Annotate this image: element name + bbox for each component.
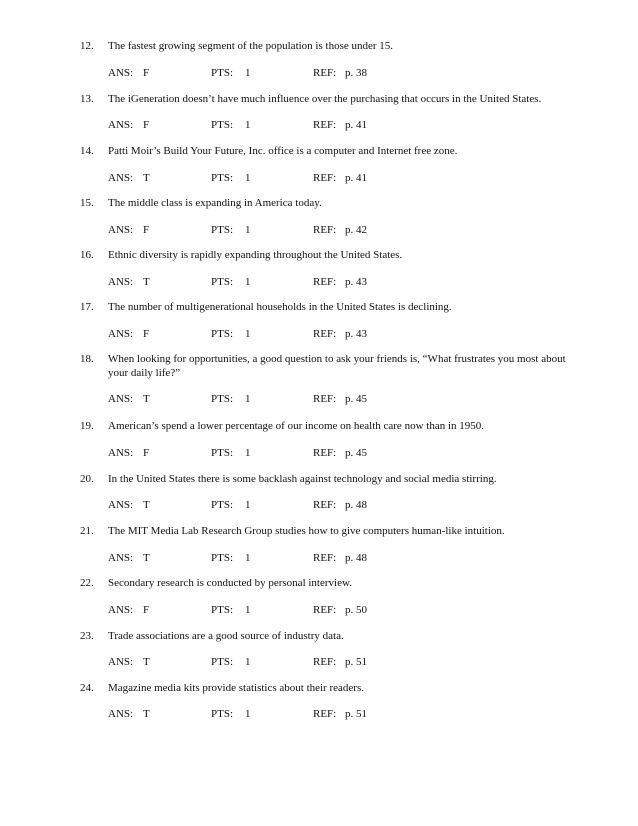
ans-label: ANS: (108, 328, 134, 340)
ref-label: REF: (313, 119, 337, 131)
ans-label: ANS: (108, 119, 134, 131)
ref-label: REF: (313, 172, 337, 184)
ans-label: ANS: (108, 552, 134, 564)
ans-value: T (143, 172, 150, 184)
question-number: 19. (80, 420, 94, 432)
pts-label: PTS: (211, 499, 234, 511)
question-number: 16. (80, 249, 94, 261)
answer-row-18 (0, 392, 638, 406)
ans-label: ANS: (108, 276, 134, 288)
ref-value: p. 41 (345, 119, 367, 131)
pts-value: 1 (245, 172, 251, 184)
question-number: 14. (80, 145, 94, 157)
pts-value: 1 (245, 604, 251, 616)
ref-value: p. 45 (345, 393, 367, 405)
ref-label: REF: (313, 276, 337, 288)
question-number: 21. (80, 525, 94, 537)
ans-label: ANS: (108, 172, 134, 184)
pts-label: PTS: (211, 276, 234, 288)
ans-label: ANS: (108, 393, 134, 405)
ref-value: p. 42 (345, 224, 367, 236)
pts-label: PTS: (211, 708, 234, 720)
ans-label: ANS: (108, 604, 134, 616)
question-text: When looking for opportunities, a good question to ask your friends is, “What frustrates you most about your daily life?” (108, 353, 566, 379)
question-text: Magazine media kits provide statistics about their readers. (108, 682, 364, 694)
ans-value: F (143, 328, 150, 340)
ref-label: REF: (313, 224, 337, 236)
pts-value: 1 (245, 276, 251, 288)
ref-value: p. 51 (345, 656, 367, 668)
pts-value: 1 (245, 656, 251, 668)
question-number: 15. (80, 197, 94, 209)
question-number: 12. (80, 40, 94, 52)
pts-label: PTS: (211, 67, 234, 79)
pts-label: PTS: (211, 224, 234, 236)
pts-value: 1 (245, 224, 251, 236)
ans-label: ANS: (108, 708, 134, 720)
question-text: The MIT Media Lab Research Group studies how to give computers human-like intuition. (108, 525, 505, 537)
ans-value: T (143, 656, 150, 668)
ans-label: ANS: (108, 499, 134, 511)
question-text: Ethnic diversity is rapidly expanding throughout the United States. (108, 249, 403, 261)
answer-row-15 (0, 223, 638, 237)
answer-row-23 (0, 655, 638, 669)
pts-label: PTS: (211, 447, 234, 459)
question-text: The number of multigenerational households in the United States is declining. (108, 301, 452, 313)
ref-label: REF: (313, 393, 337, 405)
ref-label: REF: (313, 67, 337, 79)
ans-value: F (143, 119, 150, 131)
question-number: 24. (80, 682, 94, 694)
ans-label: ANS: (108, 224, 134, 236)
question-text: The fastest growing segment of the population is those under 15. (108, 40, 394, 52)
answer-row-16 (0, 275, 638, 289)
answer-row-17 (0, 327, 638, 341)
answer-row-20 (0, 498, 638, 512)
ref-label: REF: (313, 328, 337, 340)
pts-value: 1 (245, 708, 251, 720)
pts-value: 1 (245, 393, 251, 405)
ref-label: REF: (313, 656, 337, 668)
answer-row-21 (0, 551, 638, 565)
answer-row-19 (0, 446, 638, 460)
answer-row-14 (0, 171, 638, 185)
ref-label: REF: (313, 552, 337, 564)
answer-row-13 (0, 118, 638, 132)
pts-label: PTS: (211, 393, 234, 405)
ref-label: REF: (313, 708, 337, 720)
question-text: The middle class is expanding in America today. (108, 197, 322, 209)
ans-value: F (143, 67, 150, 79)
answer-row-22 (0, 603, 638, 617)
pts-value: 1 (245, 119, 251, 131)
ans-label: ANS: (108, 67, 134, 79)
ans-label: ANS: (108, 656, 134, 668)
question-number: 17. (80, 301, 94, 313)
pts-value: 1 (245, 328, 251, 340)
ref-value: p. 51 (345, 708, 367, 720)
question-number: 13. (80, 93, 94, 105)
pts-value: 1 (245, 67, 251, 79)
ans-value: T (143, 552, 150, 564)
pts-label: PTS: (211, 328, 234, 340)
question-number: 18. (80, 353, 94, 365)
ref-value: p. 41 (345, 172, 367, 184)
ref-label: REF: (313, 499, 337, 511)
question-text: The iGeneration doesn’t have much influence over the purchasing that occurs in the United States. (108, 93, 542, 105)
ans-label: ANS: (108, 447, 134, 459)
answer-row-12 (0, 66, 638, 80)
ref-label: REF: (313, 604, 337, 616)
ref-value: p. 43 (345, 328, 367, 340)
pts-label: PTS: (211, 172, 234, 184)
pts-value: 1 (245, 499, 251, 511)
question-text: In the United States there is some backlash against technology and social media stirring. (108, 473, 497, 485)
ans-value: F (143, 224, 150, 236)
ans-value: F (143, 447, 150, 459)
ref-value: p. 48 (345, 499, 367, 511)
pts-value: 1 (245, 552, 251, 564)
pts-label: PTS: (211, 604, 234, 616)
pts-label: PTS: (211, 552, 234, 564)
ans-value: T (143, 393, 150, 405)
question-number: 20. (80, 473, 94, 485)
pts-label: PTS: (211, 656, 234, 668)
pts-label: PTS: (211, 119, 234, 131)
pts-value: 1 (245, 447, 251, 459)
ref-value: p. 43 (345, 276, 367, 288)
question-text: Patti Moir’s Build Your Future, Inc. office is a computer and Internet free zone. (108, 145, 458, 157)
ref-value: p. 38 (345, 67, 367, 79)
question-number: 22. (80, 577, 94, 589)
question-text: American’s spend a lower percentage of our income on health care now than in 1950. (108, 420, 485, 432)
ans-value: T (143, 276, 150, 288)
ans-value: F (143, 604, 150, 616)
question-number: 23. (80, 630, 94, 642)
question-text: Trade associations are a good source of industry data. (108, 630, 344, 642)
ans-value: T (143, 708, 150, 720)
ref-value: p. 50 (345, 604, 367, 616)
ans-value: T (143, 499, 150, 511)
ref-label: REF: (313, 447, 337, 459)
ref-value: p. 48 (345, 552, 367, 564)
ref-value: p. 45 (345, 447, 367, 459)
answer-row-24 (0, 707, 638, 721)
question-text: Secondary research is conducted by personal interview. (108, 577, 352, 589)
